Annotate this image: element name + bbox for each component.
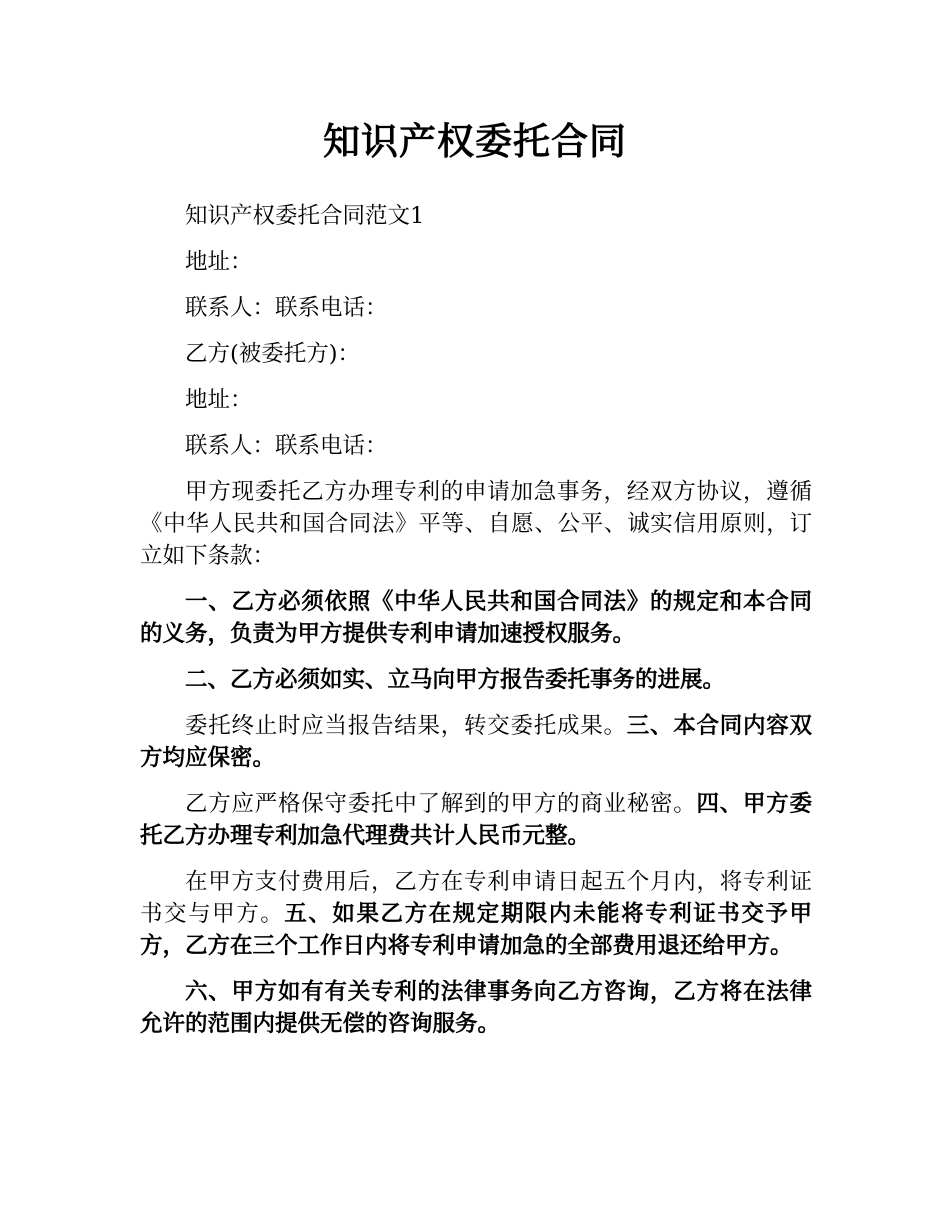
party-b-line: 乙方(被委托方)： bbox=[185, 341, 361, 367]
clause-3: 三、本合同内容双方均应保密。 bbox=[140, 713, 812, 771]
address-line: 地址： bbox=[185, 387, 253, 413]
clause-2: 二、乙方必须如实、立马向甲方报告委托事务的进展。 bbox=[185, 667, 726, 693]
document-body bbox=[140, 200, 812, 1054]
paragraph-4-text: 乙方应严格保守委托中了解到的甲方的商业秘密。 bbox=[185, 791, 697, 817]
intro-line: 知识产权委托合同范文1 bbox=[185, 203, 425, 229]
address-line: 地址： bbox=[185, 249, 253, 275]
clause-4: 四、甲方委托乙方办理专利加急代理费共计人民币元整。 bbox=[140, 791, 812, 849]
paragraph-3 bbox=[140, 710, 812, 774]
paragraph-5-text: 在甲方支付费用后，乙方在专利申请日起五个月内，将专利证书交与甲方。 bbox=[140, 869, 812, 927]
paragraph-5 bbox=[140, 866, 812, 962]
document-title: 知识产权委托合同 bbox=[323, 120, 627, 163]
preamble-paragraph: 甲方现委托乙方办理专利的申请加急事务，经双方协议，遵循《中华人民共和国合同法》平等、自愿、公平、诚实信用原则，订立如下条款： bbox=[140, 479, 812, 569]
contact-line: 联系人：联系电话： bbox=[185, 295, 388, 321]
paragraph-4 bbox=[140, 788, 812, 852]
clause-5: 五、如果乙方在规定期限内未能将专利证书交予甲方，乙方在三个工作日内将专利申请加急的全部费用退还给甲方。 bbox=[140, 901, 812, 959]
clause-6: 六、甲方如有有关专利的法律事务向乙方咨询，乙方将在法律允许的范围内提供无偿的咨询服务。 bbox=[140, 979, 812, 1037]
paragraph-3-text: 委托终止时应当报告结果，转交委托成果。 bbox=[185, 713, 627, 739]
clause-1: 一、乙方必须依照《中华人民共和国合同法》的规定和本合同的义务，负责为甲方提供专利申请加速授权服务。 bbox=[140, 589, 812, 647]
contact-line: 联系人：联系电话： bbox=[185, 433, 388, 459]
